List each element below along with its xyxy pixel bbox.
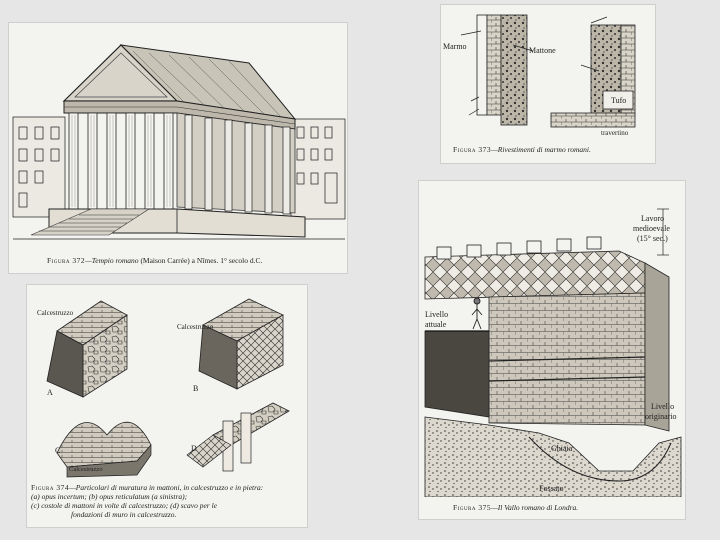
label-calcestruzzo-a: Calcestruzzo: [37, 309, 74, 317]
marble-facing-illustration: [441, 5, 656, 145]
label-calcestruzzo-b: Calcestruzzo: [177, 323, 214, 331]
label-fossato: Fossato: [539, 484, 564, 493]
figure-373-caption: [453, 145, 653, 154]
label-lavoro-2: medioevale: [633, 224, 670, 233]
figure-375-number: Figura 375: [453, 503, 492, 512]
label-tufo: Tufo: [611, 96, 627, 105]
label-livello-attuale-1: Livello: [425, 310, 449, 319]
figure-374-number: Figura 374: [31, 483, 70, 492]
figure-373-number: Figura 373: [453, 145, 492, 154]
figure-374-caption-line-2: (c) costole di mattoni in volte di calcestruzzo; (d) scavo per le: [31, 501, 217, 510]
london-wall-illustration: [419, 181, 686, 497]
figure-373-panel: [440, 4, 656, 164]
label-livello-originario-1: Livello: [651, 402, 675, 411]
figure-375-panel: [418, 180, 686, 520]
figure-374-panel: [26, 284, 308, 528]
figure-375-title: —Il Vallo romano di Londra.: [491, 503, 579, 512]
label-livello-originario-2: originario: [645, 412, 677, 421]
label-livello-attuale-2: attuale: [425, 320, 447, 329]
label-lavoro-1: Lavoro: [641, 214, 665, 223]
temple-illustration: [9, 23, 348, 253]
figure-372-title: —Tempio romano: [85, 256, 139, 265]
label-calcestruzzo-c: Calcestruzzo: [69, 466, 103, 473]
figure-373-title: —Rivestimenti di marmo romani.: [491, 145, 591, 154]
label-c: C: [55, 446, 61, 455]
figure-372-number: Figura 372: [47, 256, 86, 265]
figure-372-caption: [47, 256, 347, 265]
label-b: B: [193, 384, 199, 393]
label-lavoro-3: (15° sec.): [637, 234, 668, 243]
label-d: D: [191, 444, 197, 453]
label-ghiaia: Ghiaia: [551, 444, 573, 453]
figure-374-title: —Particolari di muratura in mattoni, in calcestruzzo e in pietra:: [69, 483, 264, 492]
figure-374-caption-line-1: (a) opus incertum; (b) opus reticulatum (a sinistra);: [31, 492, 188, 501]
figure-374-caption: [31, 483, 305, 519]
label-a: A: [47, 388, 53, 397]
label-travertino: travertino: [601, 129, 629, 137]
figure-372-panel: [8, 22, 348, 274]
figure-374-caption-line-3: fondazioni di muro in calcestruzzo.: [71, 510, 177, 519]
label-mattone: Mattone: [529, 46, 556, 55]
figure-372-caption-rest: (Maison Carrée) a Nîmes. 1° secolo d.C.: [138, 256, 263, 265]
label-marmo: Marmo: [443, 42, 467, 51]
figure-375-caption: [453, 503, 683, 512]
masonry-details-illustration: [27, 285, 308, 481]
